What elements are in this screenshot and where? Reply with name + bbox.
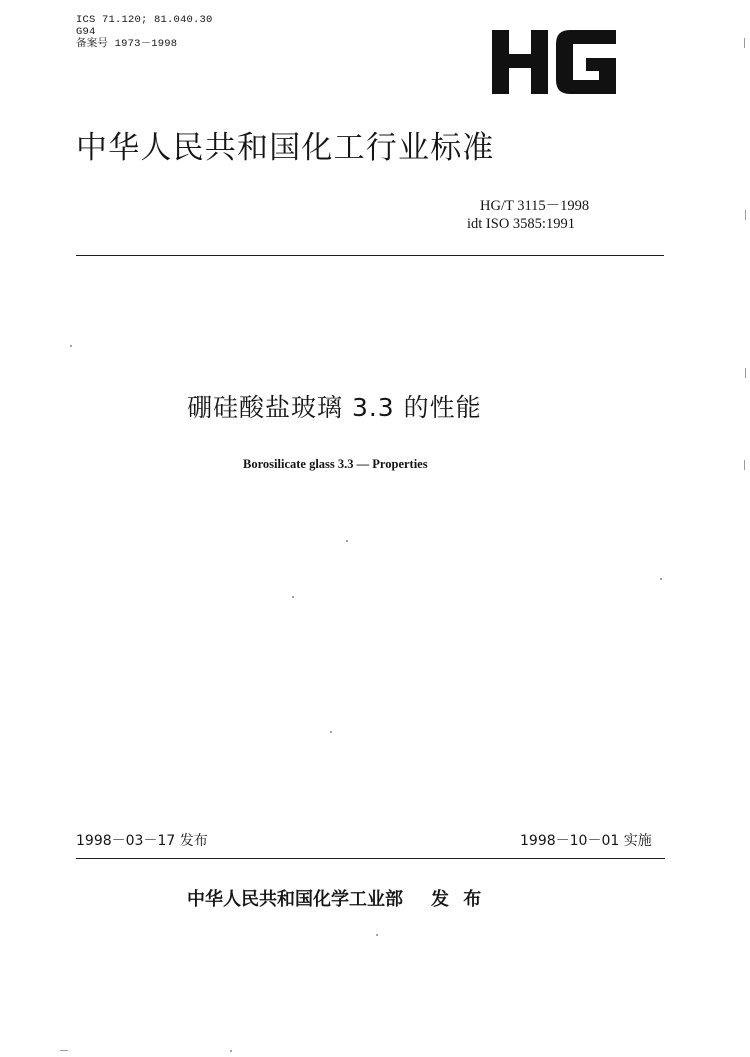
header-divider bbox=[76, 255, 664, 256]
standard-title: 中华人民共和国化工行业标准 bbox=[76, 130, 495, 166]
scan-speck bbox=[376, 934, 378, 936]
publish-action: 发 布 bbox=[431, 889, 486, 910]
scan-edge-mark bbox=[744, 460, 745, 470]
scan-speck bbox=[292, 596, 294, 598]
scan-speck bbox=[346, 540, 348, 542]
scan-edge-mark bbox=[744, 38, 745, 48]
hg-logo bbox=[490, 28, 618, 96]
issue-date: 1998－03－17 发布 bbox=[76, 833, 208, 849]
document-title-english: Borosilicate glass 3.3 — Properties bbox=[243, 457, 428, 471]
implementation-date: 1998－10－01 实施 bbox=[520, 833, 652, 849]
publisher-name: 中华人民共和国化学工业部 bbox=[187, 889, 403, 910]
scan-speck bbox=[330, 731, 332, 733]
record-number: 备案号 1973－1998 bbox=[76, 38, 178, 50]
scan-speck bbox=[230, 1050, 232, 1052]
footer-divider bbox=[76, 858, 665, 859]
scan-edge-mark bbox=[745, 368, 746, 378]
scan-speck bbox=[660, 578, 662, 580]
scan-edge-mark bbox=[60, 1050, 68, 1051]
standard-code: HG/T 3115－1998 bbox=[480, 198, 590, 214]
ccs-classification: G94 bbox=[76, 26, 96, 38]
scan-edge-mark bbox=[745, 210, 746, 220]
publisher-line bbox=[187, 888, 485, 912]
equivalent-standard-code: idt ISO 3585:1991 bbox=[467, 216, 575, 232]
document-title-chinese: 硼硅酸盐玻璃 3.3 的性能 bbox=[187, 393, 482, 422]
scan-speck bbox=[70, 345, 72, 347]
ics-classification: ICS 71.120; 81.040.30 bbox=[76, 14, 213, 26]
